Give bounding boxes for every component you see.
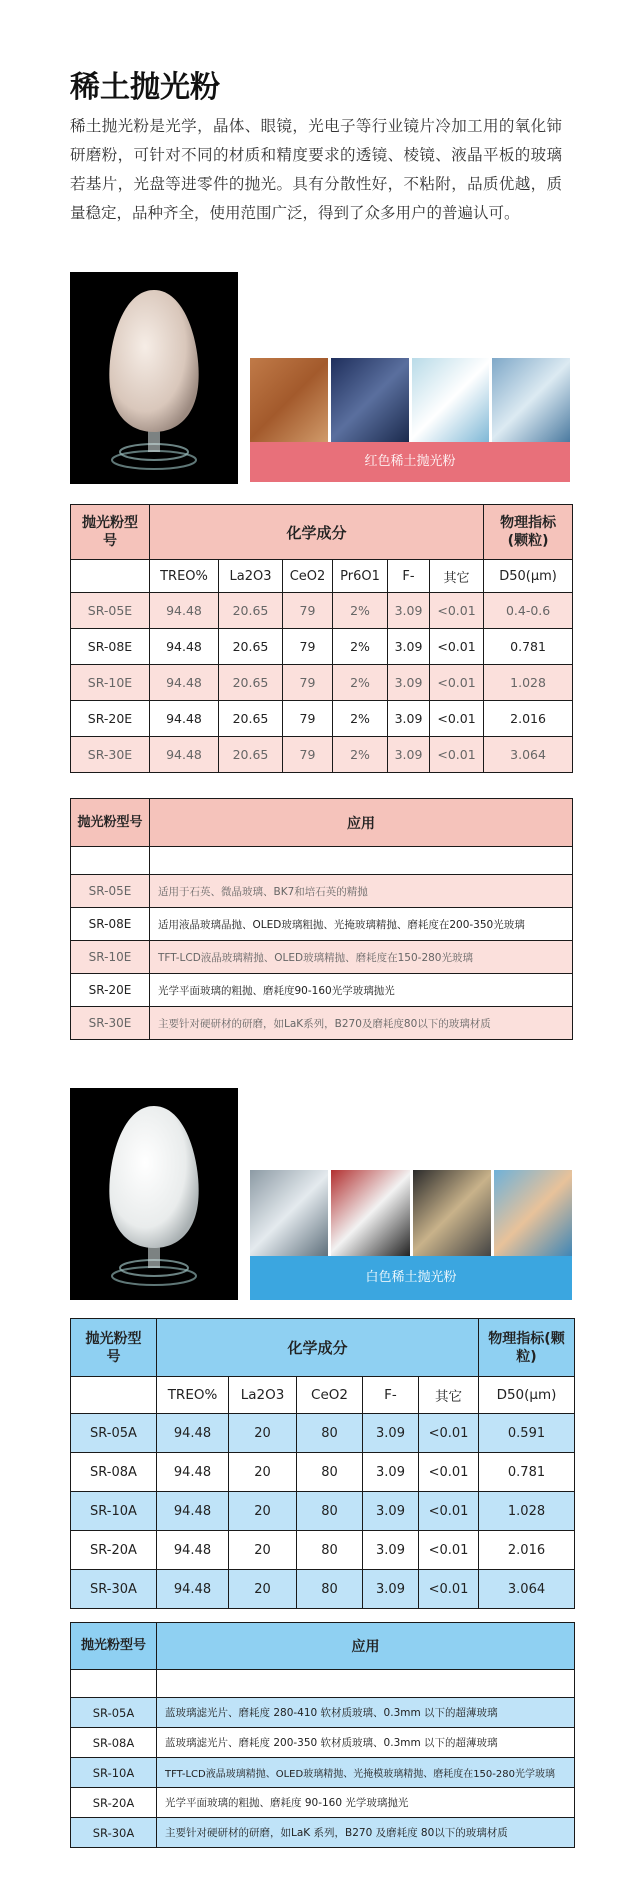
cell: 80 xyxy=(297,1492,363,1531)
red-powder-bottle-photo xyxy=(70,272,238,484)
cell: SR-30A xyxy=(71,1818,157,1848)
cell xyxy=(71,847,150,875)
white-application-table xyxy=(70,1622,575,1848)
cell: 3.064 xyxy=(479,1570,575,1609)
cell: 20.65 xyxy=(219,737,283,773)
optical-lens-photo xyxy=(492,358,570,442)
spec-col: Pr6O1 xyxy=(333,560,388,593)
cell: 20.65 xyxy=(219,629,283,665)
spec-col: 其它 xyxy=(419,1377,479,1414)
table-row xyxy=(71,1788,575,1818)
spec-col: F- xyxy=(388,560,430,593)
spec-col: La2O3 xyxy=(229,1377,297,1414)
cell: 主要针对硬研材的研磨，如LaK系列，B270及磨耗度80以下的玻璃材质 xyxy=(150,1007,573,1040)
cell: SR-30E xyxy=(71,1007,150,1040)
app-blank-row xyxy=(71,847,573,875)
cell: 0.591 xyxy=(479,1414,575,1453)
red-application-table xyxy=(70,798,573,1040)
cell: 蓝玻璃滤光片、磨耗度 280-410 软材质玻璃、0.3mm 以下的超薄玻璃 xyxy=(157,1698,575,1728)
cell: 3.09 xyxy=(363,1453,419,1492)
white-spec-table xyxy=(70,1318,575,1609)
cell: SR-10E xyxy=(71,665,150,701)
cell: SR-10A xyxy=(71,1758,157,1788)
app-header-model: 抛光粉型号 xyxy=(71,1623,157,1670)
cell: SR-30E xyxy=(71,737,150,773)
cell: 3.09 xyxy=(363,1570,419,1609)
cell: <0.01 xyxy=(430,737,484,773)
spec-header-chem: 化学成分 xyxy=(150,505,484,560)
lens-pile-photo xyxy=(250,1170,328,1256)
table-row xyxy=(71,875,573,908)
cell: 2% xyxy=(333,701,388,737)
spec-col: TREO% xyxy=(150,560,219,593)
cell xyxy=(71,1670,157,1698)
intro-paragraph: 稀土抛光粉是光学，晶体、眼镜，光电子等行业镜片冷加工用的氧化铈研磨粉，可针对不同的材质和精度要求的透镜、棱镜、液晶平板的玻璃若基片，光盘等进零件的抛光。具有分散性好，不粘附，品质优越，质量稳定，品种齐全，使用范围广泛，得到了众多用户的普遍认可。 xyxy=(70,117,562,222)
cell: 3.09 xyxy=(363,1492,419,1531)
cell: 光学平面玻璃的粗抛、磨耗度 90-160 光学玻璃抛光 xyxy=(157,1788,575,1818)
spec-col: CeO2 xyxy=(297,1377,363,1414)
cell: SR-08E xyxy=(71,908,150,941)
cell: 光学平面玻璃的粗抛、磨耗度90-160光学玻璃抛光 xyxy=(150,974,573,1007)
table-row xyxy=(71,1453,575,1492)
spec-col: CeO2 xyxy=(283,560,333,593)
cell: SR-10A xyxy=(71,1492,157,1531)
cell: 94.48 xyxy=(150,737,219,773)
spec-col: D50(μm) xyxy=(479,1377,575,1414)
cell: 2.016 xyxy=(479,1531,575,1570)
cell: 1.028 xyxy=(479,1492,575,1531)
table-row xyxy=(71,1531,575,1570)
cell: 2.016 xyxy=(484,701,573,737)
cell: SR-08E xyxy=(71,629,150,665)
cell: SR-05E xyxy=(71,593,150,629)
cell: <0.01 xyxy=(419,1453,479,1492)
spec-col: La2O3 xyxy=(219,560,283,593)
cell: 94.48 xyxy=(150,701,219,737)
cell: 20 xyxy=(229,1414,297,1453)
cell: 94.48 xyxy=(157,1414,229,1453)
app-header-app: 应用 xyxy=(150,799,573,847)
cell: SR-08A xyxy=(71,1453,157,1492)
cell: SR-10E xyxy=(71,941,150,974)
glass-parts-photo xyxy=(412,358,490,442)
table-row xyxy=(71,908,573,941)
cell: <0.01 xyxy=(419,1531,479,1570)
white-powder-photo xyxy=(331,1170,409,1256)
cell: 3.09 xyxy=(388,737,430,773)
cell: <0.01 xyxy=(430,665,484,701)
spec-col-blank xyxy=(71,1377,157,1414)
cell: 80 xyxy=(297,1414,363,1453)
table-row xyxy=(71,1414,575,1453)
spec-header-model: 抛光粉型号 xyxy=(71,505,150,560)
red-product-banner xyxy=(250,358,570,482)
page-title: 稀土抛光粉 xyxy=(70,70,220,105)
cell: 3.09 xyxy=(388,629,430,665)
cell: 80 xyxy=(297,1531,363,1570)
table-row xyxy=(71,1758,575,1788)
bottle-icon xyxy=(70,1088,238,1300)
cell: 94.48 xyxy=(157,1492,229,1531)
table-row xyxy=(71,1698,575,1728)
red-spec-table xyxy=(70,504,573,773)
cell: 2% xyxy=(333,665,388,701)
cell: 79 xyxy=(283,593,333,629)
table-row xyxy=(71,974,573,1007)
cell: 1.028 xyxy=(484,665,573,701)
cell: 94.48 xyxy=(150,629,219,665)
spec-col-blank xyxy=(71,560,150,593)
red-banner-caption: 红色稀土抛光粉 xyxy=(250,442,570,482)
cell: SR-20E xyxy=(71,974,150,1007)
table-row xyxy=(71,1818,575,1848)
cell: 3.09 xyxy=(388,701,430,737)
cell: 79 xyxy=(283,665,333,701)
cell: 蓝玻璃滤光片、磨耗度 200-350 软材质玻璃、0.3mm 以下的超薄玻璃 xyxy=(157,1728,575,1758)
cell: <0.01 xyxy=(430,593,484,629)
cell: 2% xyxy=(333,737,388,773)
cell: TFT-LCD液晶玻璃精抛、OLED玻璃精抛、光掩模玻璃精抛、磨耗度在150-280光学玻璃 xyxy=(157,1758,575,1788)
cell: 20 xyxy=(229,1531,297,1570)
spec-col: 其它 xyxy=(430,560,484,593)
cell: 94.48 xyxy=(150,665,219,701)
cell: TFT-LCD液晶玻璃精抛、OLED玻璃精抛、磨耗度在150-280光玻璃 xyxy=(150,941,573,974)
cell: SR-05E xyxy=(71,875,150,908)
cell: 主要针对硬研材的研磨，如LaK 系列，B270 及磨耗度 80以下的玻璃材质 xyxy=(157,1818,575,1848)
table-row xyxy=(71,941,573,974)
cell: 3.09 xyxy=(388,665,430,701)
cell: 94.48 xyxy=(157,1531,229,1570)
table-row xyxy=(71,593,573,629)
cell xyxy=(157,1670,575,1698)
table-row xyxy=(71,737,573,773)
app-blank-row xyxy=(71,1670,575,1698)
spec-column-row xyxy=(71,1377,575,1414)
white-powder-bottle-photo xyxy=(70,1088,238,1300)
cell: 20.65 xyxy=(219,665,283,701)
cell: SR-20A xyxy=(71,1531,157,1570)
cell: 94.48 xyxy=(150,593,219,629)
cell: 94.48 xyxy=(157,1570,229,1609)
cell: 79 xyxy=(283,737,333,773)
white-product-banner xyxy=(250,1170,572,1300)
spec-header-phys: 物理指标(颗粒) xyxy=(479,1319,575,1377)
spec-col: D50(μm) xyxy=(484,560,573,593)
app-header-app: 应用 xyxy=(157,1623,575,1670)
cell: 79 xyxy=(283,701,333,737)
spec-header-phys: 物理指标(颗粒) xyxy=(484,505,573,560)
cell: <0.01 xyxy=(430,629,484,665)
cell: 2% xyxy=(333,629,388,665)
app-header-model: 抛光粉型号 xyxy=(71,799,150,847)
table-row xyxy=(71,701,573,737)
cell: 适用液晶玻璃晶抛、OLED玻璃粗抛、光掩玻璃精抛、磨耗度在200-350光玻璃 xyxy=(150,908,573,941)
bottle-icon xyxy=(70,272,238,484)
cell: SR-08A xyxy=(71,1728,157,1758)
spec-col: F- xyxy=(363,1377,419,1414)
cell: 20 xyxy=(229,1453,297,1492)
cell: 适用于石英、微晶玻璃、BK7和培石英的精抛 xyxy=(150,875,573,908)
powder-photo xyxy=(250,358,328,442)
cell: <0.01 xyxy=(419,1570,479,1609)
cell: SR-05A xyxy=(71,1698,157,1728)
cell: 3.09 xyxy=(388,593,430,629)
table-row xyxy=(71,629,573,665)
lens-collage-photo xyxy=(331,358,409,442)
cell: 20.65 xyxy=(219,701,283,737)
cell: SR-05A xyxy=(71,1414,157,1453)
table-row xyxy=(71,1570,575,1609)
cell: 3.064 xyxy=(484,737,573,773)
white-banner-caption: 白色稀土抛光粉 xyxy=(250,1256,572,1300)
cell xyxy=(150,847,573,875)
cell: 0.781 xyxy=(484,629,573,665)
cell: 3.09 xyxy=(363,1414,419,1453)
optical-lens-photo xyxy=(494,1170,572,1256)
table-row xyxy=(71,1728,575,1758)
cell: SR-30A xyxy=(71,1570,157,1609)
cell: 20 xyxy=(229,1570,297,1609)
spec-header-model: 抛光粉型号 xyxy=(71,1319,157,1377)
cell: 80 xyxy=(297,1570,363,1609)
cell: <0.01 xyxy=(430,701,484,737)
cell: 0.781 xyxy=(479,1453,575,1492)
cell: 20.65 xyxy=(219,593,283,629)
table-row xyxy=(71,1492,575,1531)
cell: SR-20A xyxy=(71,1788,157,1818)
cell: 80 xyxy=(297,1453,363,1492)
spec-column-row xyxy=(71,560,573,593)
cell: <0.01 xyxy=(419,1492,479,1531)
cell: 94.48 xyxy=(157,1453,229,1492)
spec-col: TREO% xyxy=(157,1377,229,1414)
table-row xyxy=(71,1007,573,1040)
cell: 3.09 xyxy=(363,1531,419,1570)
cell: SR-20E xyxy=(71,701,150,737)
cell: 0.4-0.6 xyxy=(484,593,573,629)
cell: <0.01 xyxy=(419,1414,479,1453)
lens-collage-photo xyxy=(413,1170,491,1256)
cell: 20 xyxy=(229,1492,297,1531)
table-row xyxy=(71,665,573,701)
spec-header-chem: 化学成分 xyxy=(157,1319,479,1377)
cell: 79 xyxy=(283,629,333,665)
cell: 2% xyxy=(333,593,388,629)
